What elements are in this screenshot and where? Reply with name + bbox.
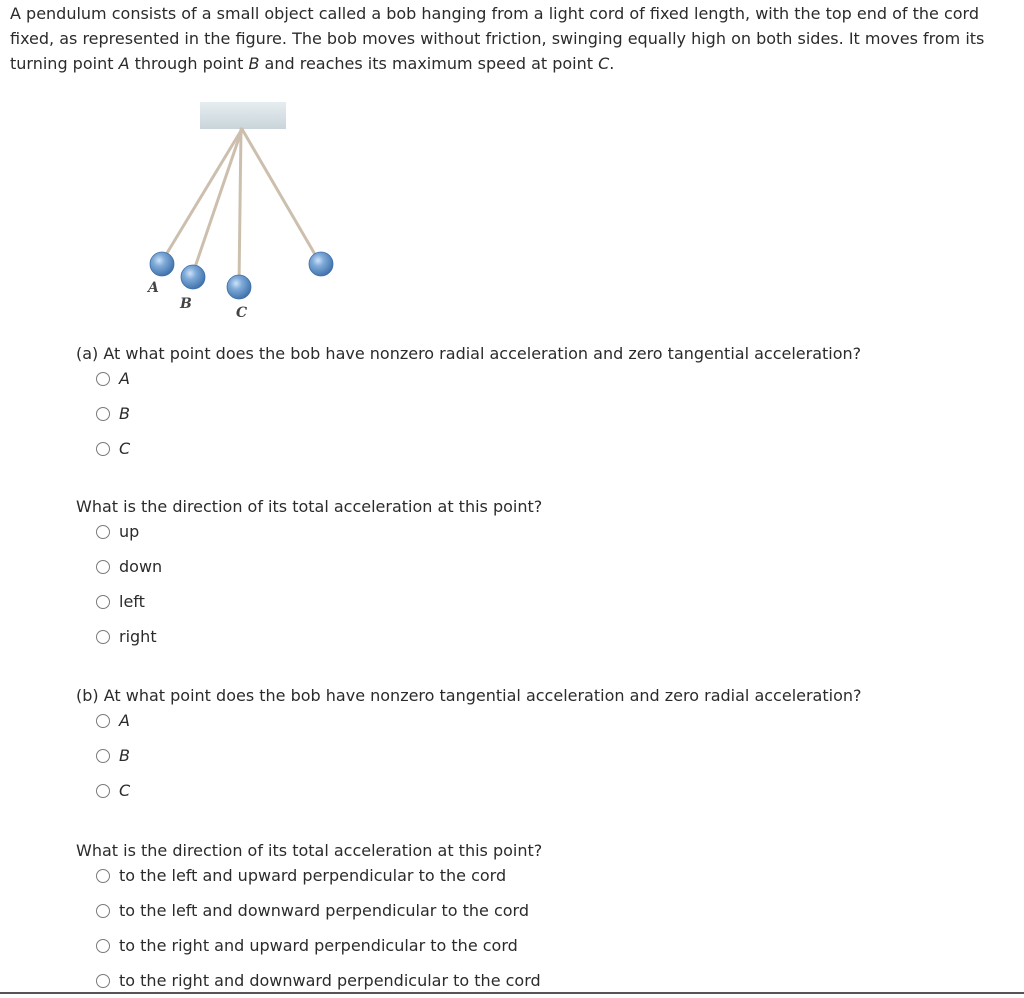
- label-a: A: [148, 280, 159, 296]
- cord-right: [242, 129, 320, 263]
- option-b-point-b[interactable]: [96, 738, 130, 773]
- radio-button[interactable]: [96, 442, 110, 456]
- option-label: to the right and downward perpendicular to the cord: [119, 971, 541, 990]
- option-b-point-c[interactable]: [96, 773, 130, 808]
- option-label: right: [119, 627, 157, 646]
- radio-button[interactable]: [96, 939, 110, 953]
- option-label: up: [119, 522, 140, 541]
- radio-button[interactable]: [96, 372, 110, 386]
- option-b-point-a[interactable]: [96, 703, 130, 738]
- option-label: down: [119, 557, 163, 576]
- intro-point-b: B: [248, 54, 260, 73]
- options-a-point: [96, 361, 130, 466]
- option-label: to the left and upward perpendicular to the cord: [119, 866, 507, 885]
- bob-right: [309, 252, 333, 276]
- cord-c: [239, 129, 241, 285]
- intro-text: through point: [129, 54, 249, 73]
- pendulum-cords: [161, 129, 320, 285]
- option-a-point-a[interactable]: [96, 361, 130, 396]
- problem-statement: [10, 1, 1020, 76]
- option-a-right[interactable]: [96, 619, 162, 654]
- label-c: C: [236, 305, 248, 321]
- option-label: A: [119, 369, 130, 388]
- option-label: left: [119, 592, 145, 611]
- options-a-direction: [96, 514, 162, 654]
- option-label: B: [119, 746, 130, 765]
- question-a-direction: What is the direction of its total acceleration at this point?: [76, 497, 543, 516]
- option-a-down[interactable]: [96, 549, 162, 584]
- question-a-point: (a) At what point does the bob have nonzero radial acceleration and zero tangential acceleration?: [76, 344, 862, 363]
- option-label: C: [119, 781, 131, 800]
- question-b-direction: What is the direction of its total acceleration at this point?: [76, 841, 543, 860]
- option-label: B: [119, 404, 130, 423]
- question-b-point: (b) At what point does the bob have nonzero tangential acceleration and zero radial acceleration?: [76, 686, 862, 705]
- cord-a: [161, 129, 242, 263]
- option-label: to the right and upward perpendicular to the cord: [119, 936, 518, 955]
- options-b-direction: [96, 858, 541, 998]
- pendulum-support: [200, 102, 286, 129]
- option-a-left[interactable]: [96, 584, 162, 619]
- radio-button[interactable]: [96, 749, 110, 763]
- option-label: C: [119, 439, 131, 458]
- radio-button[interactable]: [96, 630, 110, 644]
- intro-text: A pendulum consists of a small object called a bob hanging from a light cord of fixed length, with the top end of the cord fixed, as represented in the figure. The bob moves without friction, swinging equally high on both sides. It moves from its turning point: [10, 4, 985, 73]
- radio-button[interactable]: [96, 869, 110, 883]
- radio-button[interactable]: [96, 904, 110, 918]
- radio-button[interactable]: [96, 974, 110, 988]
- label-b: B: [180, 296, 192, 312]
- intro-point-c: C: [598, 54, 610, 73]
- option-a-up[interactable]: [96, 514, 162, 549]
- option-label: to the left and downward perpendicular to the cord: [119, 901, 529, 920]
- intro-point-a: A: [118, 54, 130, 73]
- radio-button[interactable]: [96, 407, 110, 421]
- bob-c: [227, 275, 251, 299]
- option-a-point-c[interactable]: [96, 431, 130, 466]
- option-b-right-upward[interactable]: [96, 928, 541, 963]
- radio-button[interactable]: [96, 784, 110, 798]
- option-label: A: [119, 711, 130, 730]
- option-a-point-b[interactable]: [96, 396, 130, 431]
- intro-text: .: [609, 54, 615, 73]
- radio-button[interactable]: [96, 560, 110, 574]
- cord-b: [192, 129, 242, 276]
- radio-button[interactable]: [96, 595, 110, 609]
- radio-button[interactable]: [96, 525, 110, 539]
- bob-a: [150, 252, 174, 276]
- option-b-left-downward[interactable]: [96, 893, 541, 928]
- pendulum-figure: [140, 98, 350, 328]
- radio-button[interactable]: [96, 714, 110, 728]
- intro-text: and reaches its maximum speed at point: [259, 54, 599, 73]
- option-b-left-upward[interactable]: [96, 858, 541, 893]
- options-b-point: [96, 703, 130, 808]
- bob-b: [181, 265, 205, 289]
